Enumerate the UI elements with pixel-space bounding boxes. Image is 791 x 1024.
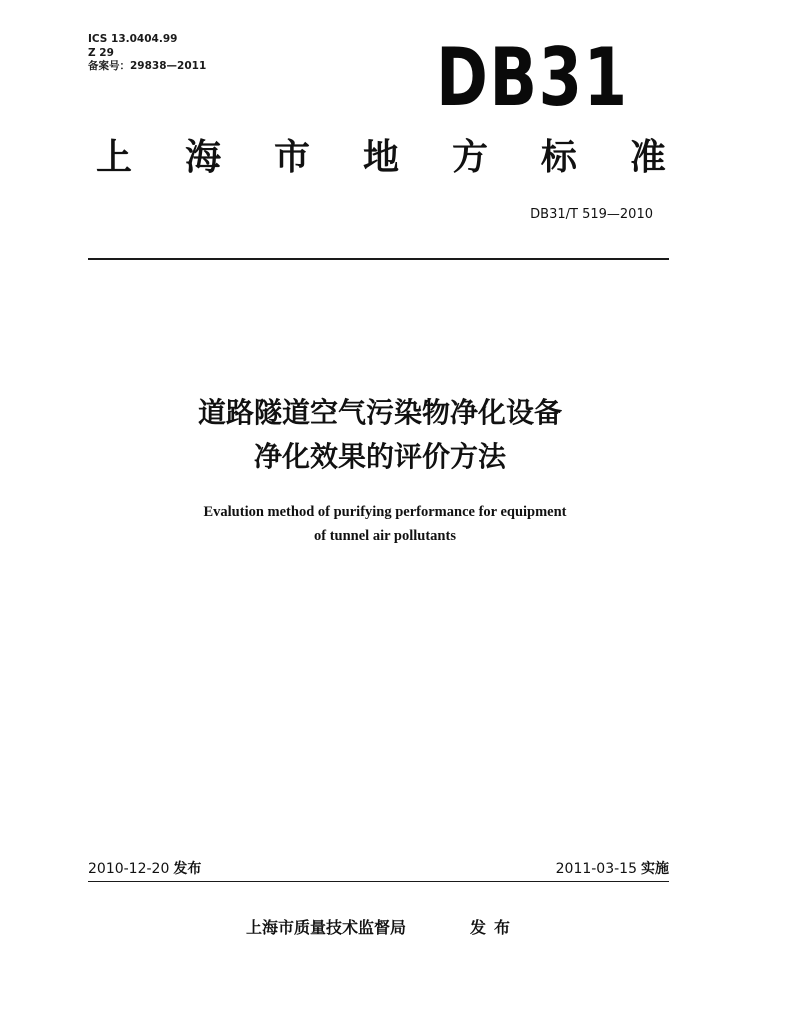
db31-logo-text: DB31	[435, 41, 629, 115]
english-title	[90, 500, 680, 548]
issue-date-block	[88, 859, 201, 879]
chinese-title-line-1: 道路隧道空气污染物净化设备	[197, 396, 562, 429]
standard-type-char: 海	[184, 137, 221, 178]
standard-number: DB31/T 519—2010	[530, 207, 653, 222]
english-title-line-2: of tunnel air pollutants	[314, 528, 456, 544]
english-title-line-1: Evalution method of purifying performance for equipment	[203, 504, 567, 520]
ccs-code: Z 29	[88, 46, 114, 59]
top-divider	[88, 258, 669, 260]
standard-type-char: 方	[451, 137, 488, 178]
implement-date: 2011-03-15	[555, 861, 637, 877]
standard-type-char: 地	[362, 137, 399, 178]
record-number: 备案号：29838—2011	[88, 60, 207, 72]
chinese-title-line-2: 净化效果的评价方法	[253, 440, 506, 473]
issuer-name: 上海市质量技术监督局	[246, 918, 407, 937]
ics-code: ICS 13.0404.99	[88, 33, 178, 45]
standard-type-heading	[96, 135, 666, 181]
standard-type-char: 准	[629, 137, 666, 178]
standard-type-char: 市	[273, 137, 310, 178]
implement-label: 实施	[641, 861, 669, 877]
standard-type-char: 上	[96, 137, 133, 178]
issue-date: 2010-12-20	[88, 861, 170, 877]
standard-type-char: 标	[540, 137, 577, 178]
issuer-action: 发布	[470, 918, 519, 937]
bottom-divider	[88, 881, 669, 882]
issue-label: 发布	[173, 861, 202, 877]
db31-logo	[430, 41, 634, 115]
chinese-title	[90, 391, 670, 479]
header-meta	[88, 33, 206, 74]
implement-date-block	[556, 859, 669, 879]
